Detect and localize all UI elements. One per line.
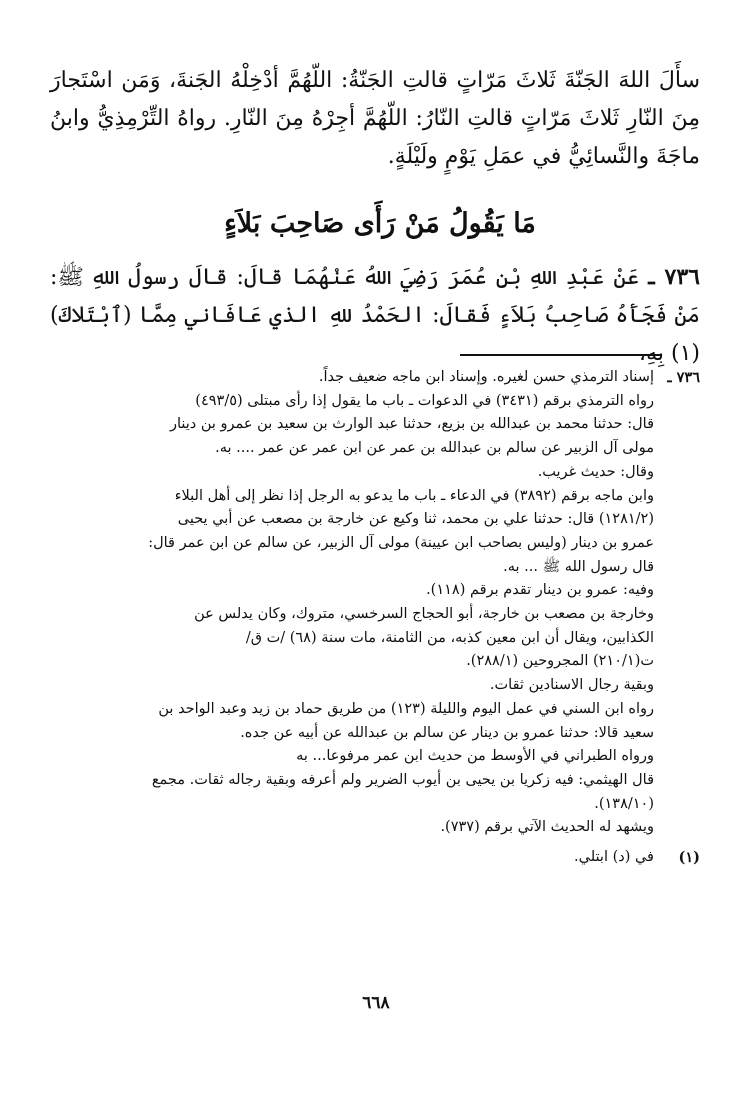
footnote-separator bbox=[460, 354, 662, 356]
note-line: وبقية رجال الاسنادين ثقات. bbox=[489, 677, 654, 694]
note-entry bbox=[50, 366, 700, 840]
note-number: ٧٣٦ ـ bbox=[667, 369, 700, 386]
note-line: وقال: حديث غريب. bbox=[537, 463, 654, 480]
note-line: قال: حدثنا محمد بن عبدالله بن بزيع، حدثنا عبد الوارث بن سعيد بن عمرو بن دينار bbox=[169, 416, 654, 433]
continued-paragraph: سأَلَ اللهَ الجَنّةَ ثَلاثَ مَرّاتٍ قالتِ الجَنّةُ: اللّهُمَّ أدْخِلْهُ الجَنةَ، وَمَن اسْتَجارَ مِنَ النّارِ ثَلاثَ مَرّاتٍ قالتِ النّارُ: اللّهُمَّ أجِرْهُ مِنَ النّارِ. رواهُ التِّرْمِذِيُّ وابنُ ماجَةَ والنَّسائِيُّ في عمَلِ يَوْمٍ ولَيْلَةٍ. bbox=[50, 68, 700, 169]
note-line: عمرو بن دينار (وليس بصاحب ابن عيينة) مولى آل الزبير، عن سالم عن ابن عمر قال: bbox=[148, 534, 654, 551]
footnote-text: في (د) ابتلي. bbox=[574, 849, 654, 866]
note-line: مولى آل الزبير عن سالم بن عبدالله بن عمر عن ابن عمر عن عمر .... به. bbox=[215, 440, 654, 457]
hadith-number: ٧٣٦ ـ bbox=[648, 264, 700, 290]
hadith-text: عَنْ عَبْدِ اللهِ بْنِ عُمَرَ رَضِيَ اللهُ عَنْهُمَا قالَ: قالَ رسولُ اللهِ ﷺ: مَنْ فَجَأَهُ صَاحِبُ بَلاَءٍ فَقالَ: الحَمْدُ للهِ الذي عَافَاني مِمَّا (ٱبْتَلاكَ) (١) بِهِ، bbox=[50, 265, 700, 366]
note-line: قال الهيثمي: فيه زكريا بن يحيى بن أيوب الضرير ولم أعرفه وبقية رجاله ثقات. مجمع bbox=[151, 771, 654, 788]
note-body bbox=[50, 366, 654, 840]
note-line: وخارجة بن مصعب بن خارجة، أبو الحجاج السرخسي، متروك، وكان يدلس عن bbox=[194, 606, 654, 623]
note-line: وابن ماجه برقم (٣٨٩٢) في الدعاء ـ باب ما يدعو به الرجل إذا نظر إلى أهل البلاء bbox=[174, 487, 654, 504]
note-line: (١٣٨/١٠). bbox=[594, 795, 654, 812]
note-line: الكذابين، ويقال أن ابن معين كذبه، من الثامنة، مات سنة (٦٨) /ت ق/ bbox=[245, 629, 654, 646]
note-line: (١٢٨١/٢) قال: حدثنا علي بن محمد، ثنا وكيع عن خارجة بن مصعب عن أبي يحيى bbox=[177, 511, 654, 528]
footnote-entry bbox=[50, 846, 700, 870]
continued-hadith-text bbox=[50, 62, 700, 176]
note-line: إسناد الترمذي حسن لغيره. وإسناد ابن ماجه ضعيف جداً. bbox=[318, 369, 654, 385]
footnote-number: (١) bbox=[678, 849, 700, 867]
note-line: ورواه الطبراني في الأوسط من حديث ابن عمر مرفوعا... به bbox=[296, 748, 654, 765]
page-number: ٦٦٨ bbox=[362, 993, 390, 1013]
note-line: رواه الترمذي برقم (٣٤٣١) في الدعوات ـ باب ما يقول إذا رأى مبتلى (٤٩٣/٥) bbox=[195, 392, 654, 409]
note-line: ت(٢١٠/١) المجروحين (٢٨٨/١). bbox=[466, 653, 654, 670]
note-line: سعيد قالا: حدثنا عمرو بن دينار عن سالم بن عبدالله عن أبيه عن جده. bbox=[240, 724, 654, 741]
takhrij-notes bbox=[50, 366, 700, 870]
note-line: وفيه: عمرو بن دينار تقدم برقم (١١٨). bbox=[426, 582, 654, 599]
chapter-heading: مَا يَقُولُ مَنْ رَأَى صَاحِبَ بَلاَءٍ bbox=[224, 208, 536, 239]
note-line: ويشهد له الحديث الآتي برقم (٧٣٧). bbox=[440, 819, 654, 836]
note-line: رواه ابن السني في عمل اليوم والليلة (١٢٣) من طريق حماد بن زيد وعبد الواحد بن bbox=[158, 700, 654, 717]
note-line: قال رسول الله ﷺ ... به. bbox=[503, 558, 654, 575]
